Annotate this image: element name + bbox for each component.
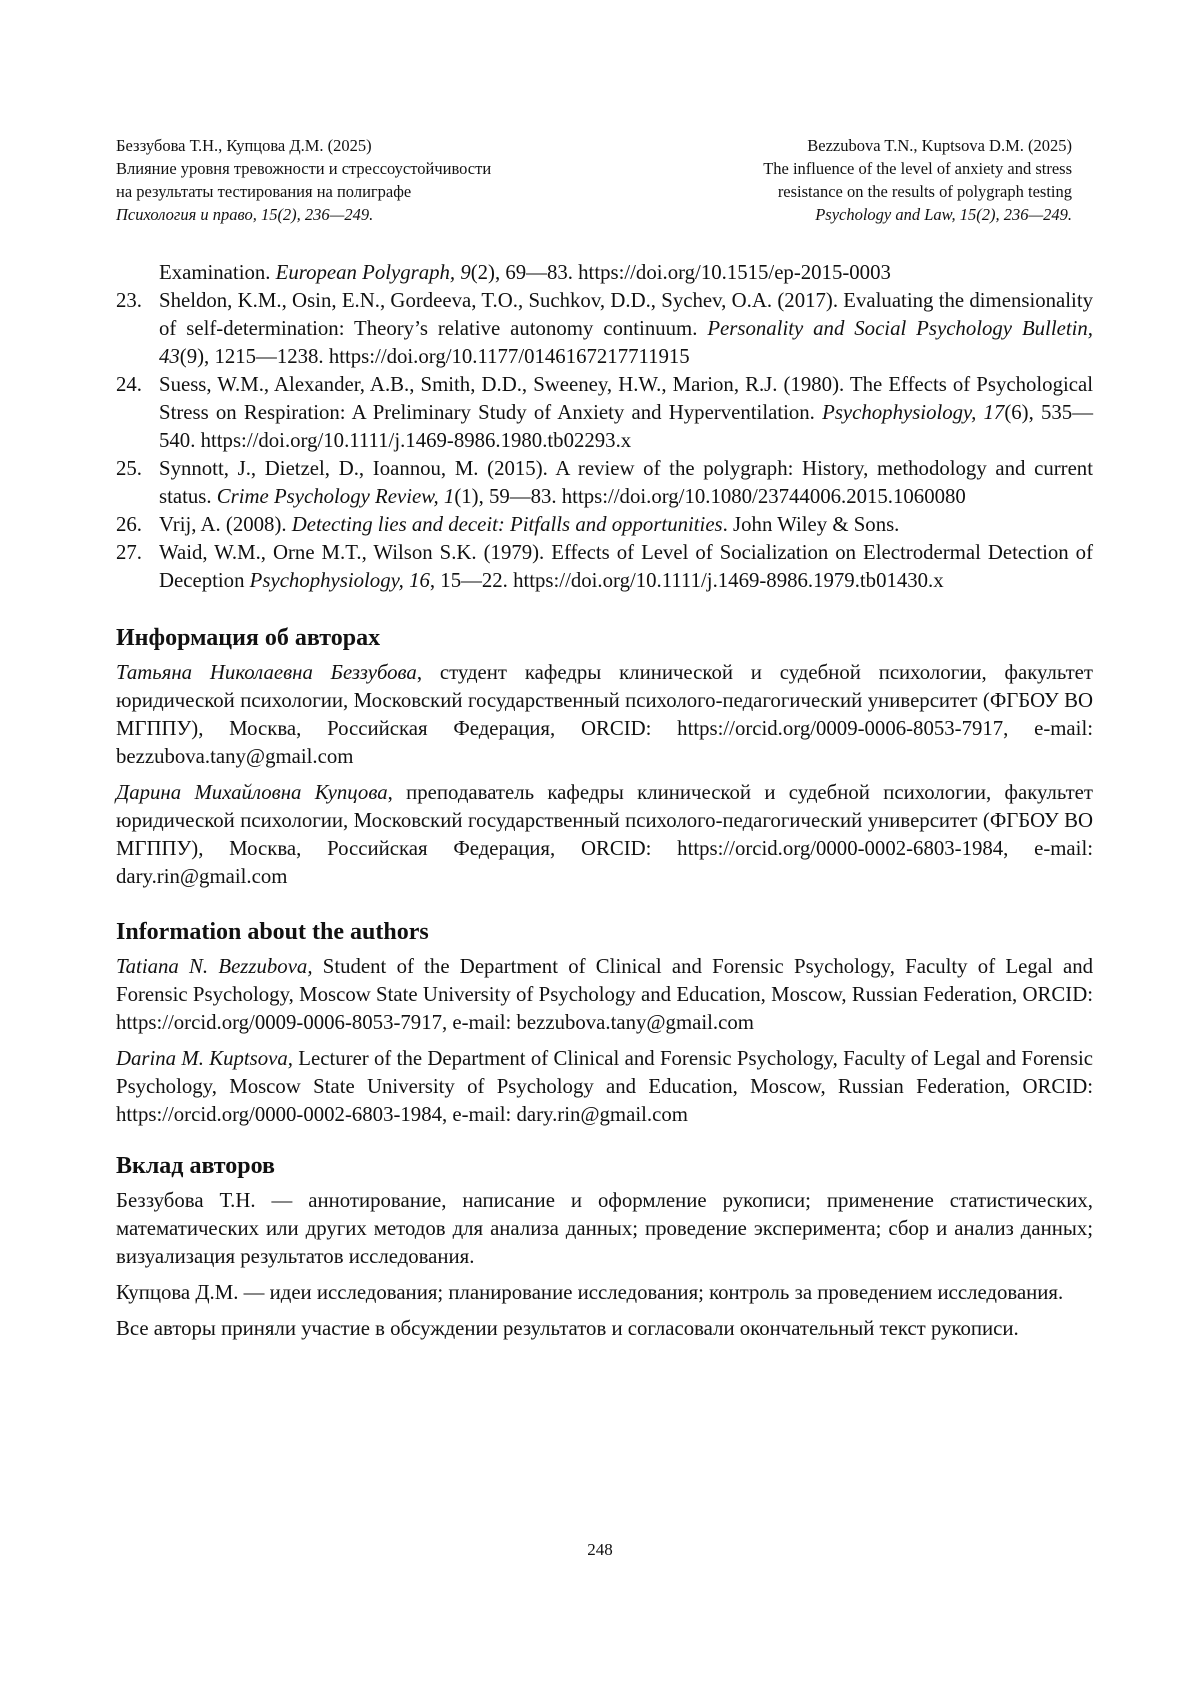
- header-left-title-line1: Влияние уровня тревожности и стрессоустойчивости: [116, 159, 492, 178]
- author-details: , преподаватель кафедры клинической и судебной психологии, факультет юридической психологии, Московский государственный психолого-педагогический университет (ФГБОУ ВО МГППУ), Москва, Российская Федерация, ORCID: https://orcid.org/0000-0002-6803-1984, e-mail: dary.rin@gmail.com: [116, 781, 1093, 888]
- author-name: Tatiana N. Bezzubova,: [116, 955, 313, 978]
- reference-details: (2), 69—83. https://doi.org/10.1515/ep-2015-0003: [470, 261, 891, 284]
- reference-text: Examination.: [159, 261, 276, 284]
- reference-details: (1), 59—83. https://doi.org/10.1080/23744006.2015.1060080: [454, 485, 966, 508]
- reference-source: Psychophysiology, 16: [249, 569, 430, 592]
- author-details: Lecturer of the Department of Clinical and Forensic Psychology, Faculty of Legal and Forensic Psychology, Moscow State University of Psychology and Education, Moscow, Russian Federation, ORCID: https://orcid.org/0000-0002-6803-1984, e-mail: dary.rin@gmail.com: [116, 1047, 1094, 1126]
- reference-source: Crime Psychology Review, 1: [216, 485, 455, 508]
- reference-text: Vrij, A. (2008).: [159, 513, 292, 536]
- reference-details: (6), 535—540. https://doi.org/10.1111/j.1469-8986.1980.tb02293.x: [159, 401, 1094, 452]
- reference-item: [116, 287, 1093, 371]
- author-details: , студент кафедры клинической и судебной психологии, факультет юридической психологии, Московский государственный психолого-педагогический университет (ФГБОУ ВО МГППУ), Москва, Российская Федерация, ORCID: https://orcid.org/0009-0006-8053-7917, e-mail: bezzubova.tany@gmail.com: [116, 661, 1093, 768]
- reference-details: . John Wiley & Sons.: [722, 513, 900, 536]
- contribution-paragraph: Все авторы приняли участие в обсуждении результатов и согласовали окончательный текст рукописи.: [116, 1317, 1019, 1340]
- reference-number: 24.: [116, 373, 142, 396]
- header-left-journal: Психология и право, 15(2), 236—249.: [116, 205, 374, 224]
- reference-source: Detecting lies and deceit: Pitfalls and opportunities: [291, 513, 723, 536]
- reference-continued: [116, 259, 1093, 287]
- reference-source: European Polygraph, 9: [275, 261, 471, 284]
- reference-source: Personality and Social Psychology Bulletin, 43: [159, 317, 1094, 368]
- reference-details: (9), 1215—1238. https://doi.org/10.1177/0146167217711915: [179, 345, 690, 368]
- reference-item: [116, 371, 1093, 455]
- header-right-title-line1: The influence of the level of anxiety and stress: [763, 159, 1072, 178]
- header-right-authors: Bezzubova T.N., Kuptsova D.M. (2025): [807, 136, 1072, 155]
- author-details: Student of the Department of Clinical and Forensic Psychology, Faculty of Legal and Forensic Psychology, Moscow State University of Psychology and Education, Moscow, Russian Federation, ORCID: https://orcid.org/0009-0006-8053-7917, e-mail: bezzubova.tany@gmail.com: [116, 955, 1093, 1034]
- reference-number: 23.: [116, 289, 142, 312]
- reference-number: 27.: [116, 541, 142, 564]
- main-content: [116, 259, 1093, 1351]
- author-entry: [116, 779, 1093, 891]
- author-name: Дарина Михайловна Купцова: [116, 781, 388, 804]
- section-heading-contribution: Вклад авторов: [116, 1153, 275, 1179]
- section-heading-authors-ru: Информация об авторах: [116, 625, 381, 651]
- header-right-title-line2: resistance on the results of polygraph testing: [777, 182, 1072, 201]
- reference-number: 25.: [116, 457, 142, 480]
- author-entry: [116, 953, 1093, 1037]
- reference-list: [116, 259, 1093, 595]
- reference-text: Waid, W.M., Orne M.T., Wilson S.K. (1979). Effects of Level of Socialization on Electrodermal Detection of Deception: [159, 541, 1093, 592]
- reference-item: [116, 539, 1093, 595]
- header-right-journal: Psychology and Law, 15(2), 236—249.: [815, 205, 1072, 224]
- reference-details: , 15—22. https://doi.org/10.1111/j.1469-8986.1979.tb01430.x: [429, 569, 944, 592]
- reference-text: Suess, W.M., Alexander, A.B., Smith, D.D., Sweeney, H.W., Marion, R.J. (1980). The Effects of Psychological Stress on Respiration: A Preliminary Study of Anxiety and Hyperventilation.: [159, 373, 1093, 424]
- contribution-paragraph: Купцова Д.М. — идеи исследования; планирование исследования; контроль за проведением исследования.: [116, 1281, 1064, 1304]
- reference-source: Psychophysiology, 17: [822, 401, 1005, 424]
- author-name: Татьяна Николаевна Беззубова: [116, 661, 417, 684]
- header-left-authors: Беззубова Т.Н., Купцова Д.М. (2025): [116, 136, 372, 155]
- reference-text: Sheldon, K.M., Osin, E.N., Gordeeva, T.O., Suchkov, D.D., Sychev, O.A. (2017). Evaluating the dimensionality of self-determination: Theory’s relative autonomy continuum.: [159, 289, 1093, 340]
- author-entry: [116, 659, 1093, 771]
- reference-number: 26.: [116, 513, 142, 536]
- header-right-english: [552, 134, 1072, 226]
- section-heading-authors-en: Information about the authors: [116, 919, 429, 945]
- author-entry: [116, 1045, 1093, 1129]
- reference-text: Synnott, J., Dietzel, D., Ioannou, M. (2015). A review of the polygraph: History, methodology and current status.: [159, 457, 1093, 508]
- contribution-paragraph: Беззубова Т.Н. — аннотирование, написание и оформление рукописи; применение статистических, математических или других методов для анализа данных; проведение эксперимента; сбор и анализ данных; визуализация результатов исследования.: [116, 1189, 1093, 1268]
- reference-item: [116, 511, 1093, 539]
- reference-item: [116, 455, 1093, 511]
- header-left-title-line2: на результаты тестирования на полиграфе: [116, 182, 412, 201]
- page-number: 248: [587, 1540, 613, 1559]
- author-name: Darina M. Kuptsova,: [116, 1047, 293, 1070]
